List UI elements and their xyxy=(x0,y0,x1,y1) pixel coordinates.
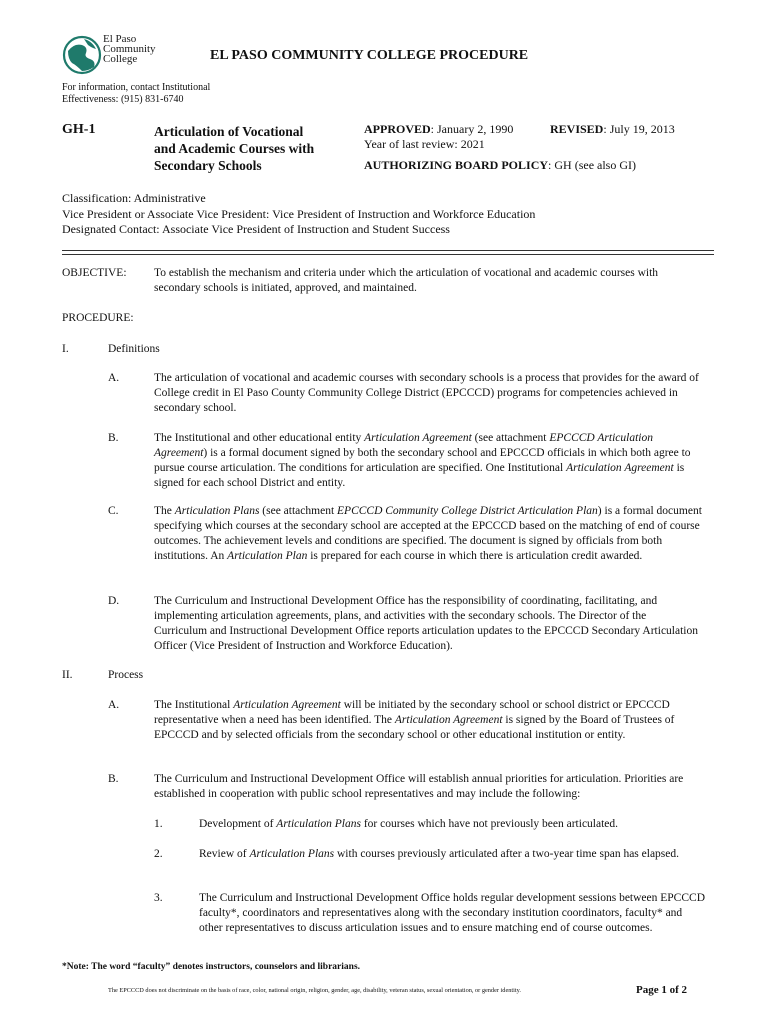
nondiscrimination-statement: The EPCCCD does not discriminate on the basis of race, color, national origin, religion, gender, age, disability, veteran status, sexual orientation, or gender identity. xyxy=(108,987,521,994)
last-review: Year of last review: 2021 xyxy=(364,137,485,151)
text-run: (see attachment xyxy=(259,505,338,517)
sub-1-number: 1. xyxy=(154,818,163,830)
italic-term: Articulation Plan xyxy=(227,550,308,562)
revised-label: REVISED xyxy=(550,122,604,136)
text-run: with courses previously articulated after a two-year time span has elapsed. xyxy=(334,848,680,860)
italic-term: Articulation Agreement xyxy=(394,714,503,726)
section-2-number: II. xyxy=(62,669,73,681)
board-policy-value: : GH (see also GI) xyxy=(548,158,637,172)
sub-1-text xyxy=(199,817,704,832)
college-logo xyxy=(62,34,154,76)
text-run: The Institutional and other educational entity xyxy=(154,432,365,444)
italic-term: EPCCCD Articulation Agreement xyxy=(154,432,653,459)
contact-line2: Effectiveness: (915) 831-6740 xyxy=(62,94,184,105)
text-run: will be initiated by the secondary school or school district or EPCCCD representative when a need has been identified. The xyxy=(154,699,670,726)
approved-label: APPROVED xyxy=(364,122,431,136)
text-run: is prepared for each course in which there is articulation credit awarded. xyxy=(307,550,643,562)
board-policy-label: AUTHORIZING BOARD POLICY xyxy=(364,158,549,172)
page-number: Page 1 of 2 xyxy=(636,984,688,996)
def-a-letter: A. xyxy=(108,372,120,384)
def-a-text: The articulation of vocational and academic courses with secondary schools is a process that provides for the award of College credit in El Paso County Community College District (EPCCCD) programs for competencies achieved in secondary school. xyxy=(154,372,699,414)
page-title: EL PASO COMMUNITY COLLEGE PROCEDURE xyxy=(210,48,529,63)
proc-a-letter: A. xyxy=(108,699,120,711)
divider-top xyxy=(62,250,714,251)
contact-line1: For information, contact Institutional xyxy=(62,82,211,93)
revised-value: : July 19, 2013 xyxy=(603,122,675,136)
section-1-title: Definitions xyxy=(108,343,160,355)
logo-text-line3: College xyxy=(103,53,138,65)
policy-code: GH-1 xyxy=(62,122,96,137)
sub-2-text xyxy=(199,847,704,862)
approved-date xyxy=(364,122,513,137)
objective-text: To establish the mechanism and criteria under which the articulation of vocational and academic courses with secondary schools is initiated, approved, and maintained. xyxy=(154,267,659,294)
def-b-text xyxy=(154,431,702,491)
text-run: ) is a formal document specifying which courses at the secondary school are accepted at the EPCCCD based on the matching of end of course outcomes. The achievement levels and conditions are specified. The document is signed by officials from both institutions. An xyxy=(154,505,702,562)
sub-3-text: The Curriculum and Instructional Development Office holds regular development sessions between EPCCCD faculty*, coordinators and representatives along with the secondary institution coordinators, faculty* and other representatives to discuss articulation issues and to ensure matching end of course outcomes. xyxy=(199,892,705,934)
def-b-letter: B. xyxy=(108,432,119,444)
italic-term: Articulation Agreement xyxy=(566,462,674,474)
vice-president-line: Vice President or Associate Vice President: Vice President of Instruction and Workforce Education xyxy=(62,206,536,221)
italic-term: EPCCCD Community College District Articulation Plan xyxy=(337,505,598,517)
italic-term: Articulation Agreement xyxy=(364,432,472,444)
italic-term: Articulation Plans xyxy=(276,818,361,830)
section-2-title: Process xyxy=(108,669,144,681)
policy-title-line3: Secondary Schools xyxy=(154,158,262,173)
footnote: *Note: The word “faculty” denotes instructors, counselors and librarians. xyxy=(62,962,361,972)
proc-b-letter: B. xyxy=(108,773,119,785)
def-c-text xyxy=(154,504,702,564)
objective-label: OBJECTIVE: xyxy=(62,267,127,279)
italic-term: Articulation Agreement xyxy=(233,699,341,711)
policy-title-line2: and Academic Courses with xyxy=(154,141,315,156)
text-run: The xyxy=(154,505,175,517)
def-d-text: The Curriculum and Instructional Development Office has the responsibility of coordinating, facilitating, and implementing articulation agreements, plans, and activities with the secondary schools. The Director of the Curriculum and Instructional Development Office reports articulation updates to the EPCCCD Secondary Articulation Officer (Vice President of Instruction and Workforce Education). xyxy=(154,595,698,652)
def-d-letter: D. xyxy=(108,595,120,607)
logo-text-line2: Community xyxy=(103,43,156,55)
def-c-letter: C. xyxy=(108,505,119,517)
text-run: The Institutional xyxy=(154,699,234,711)
italic-term: Articulation Plans xyxy=(249,848,335,860)
logo-text-line1: El Paso xyxy=(103,33,137,45)
text-run: for courses which have not previously been articulated. xyxy=(360,818,619,830)
proc-b-text: The Curriculum and Instructional Development Office will establish annual priorities for articulation. Priorities are established in cooperation with public school representatives and may include the following: xyxy=(154,773,684,800)
classification-line: Classification: Administrative xyxy=(62,191,206,205)
approved-value: : January 2, 1990 xyxy=(430,122,514,136)
section-1-number: I. xyxy=(62,343,69,355)
sub-2-number: 2. xyxy=(154,848,163,860)
sub-3-number: 3. xyxy=(154,892,163,904)
text-run: ) is a formal document signed by both the secondary school and EPCCCD officials in which both agree to pursue course articulation. The conditions for articulation are specified. One Institutional xyxy=(154,447,691,474)
policy-title xyxy=(154,123,314,174)
globe-icon xyxy=(62,35,102,75)
contact-info xyxy=(62,82,210,106)
designated-contact-line: Designated Contact: Associate Vice President of Instruction and Student Success xyxy=(62,222,450,236)
text-run: Review of xyxy=(199,848,250,860)
text-run: Development of xyxy=(199,818,277,830)
proc-a-text xyxy=(154,698,702,743)
procedure-label: PROCEDURE: xyxy=(62,312,134,324)
divider-bottom xyxy=(62,254,714,255)
classification-block xyxy=(62,191,535,238)
text-run: is signed by the Board of Trustees of EPCCCD and by selected officials from the secondary school or other educational institution or entity. xyxy=(154,714,675,741)
revised-date xyxy=(550,122,675,137)
policy-title-line1: Articulation of Vocational xyxy=(154,124,304,139)
italic-term: Articulation Plans xyxy=(174,505,260,517)
text-run: is signed for each school District and entity. xyxy=(154,462,685,489)
board-policy xyxy=(364,158,636,173)
text-run: (see attachment xyxy=(471,432,550,444)
